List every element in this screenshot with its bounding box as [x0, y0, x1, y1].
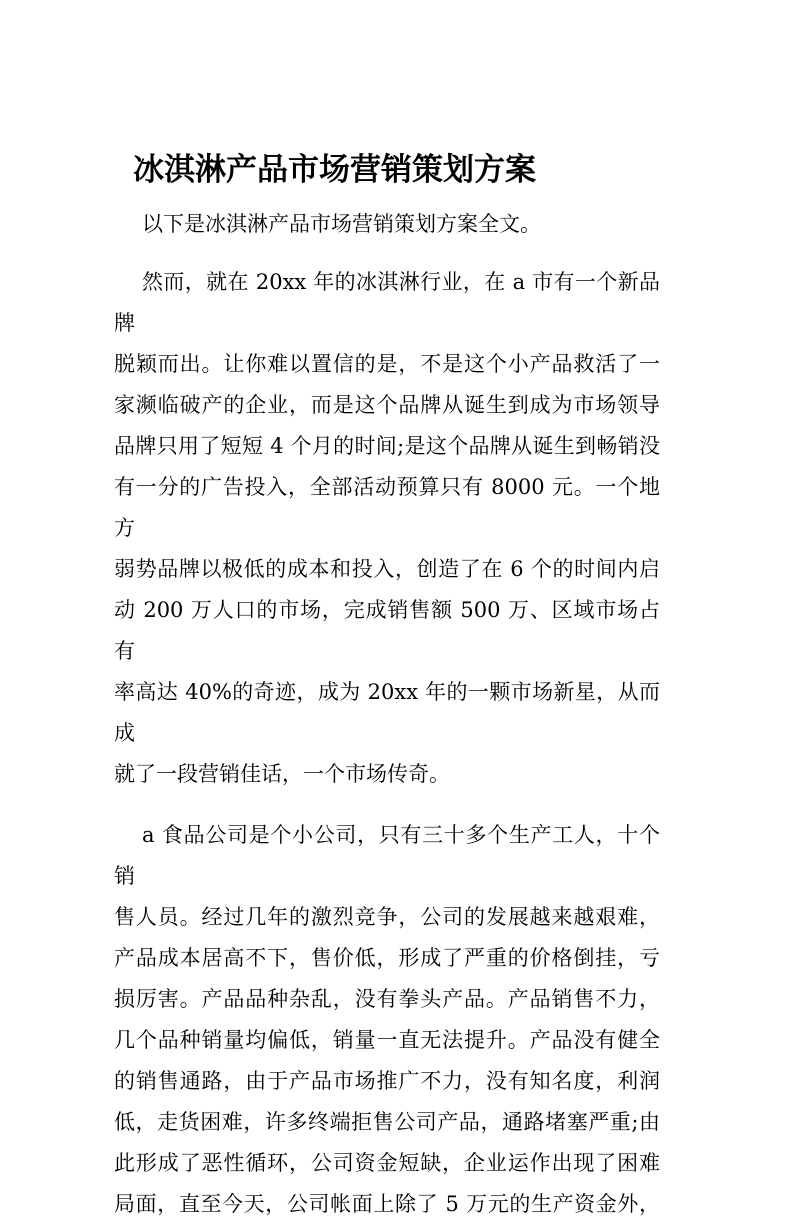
text-line: 局面，直至今天，公司帐面上除了 5 万元的生产资金外， — [114, 1192, 660, 1216]
text-line: 有一分的广告投入，全部活动预算只有 8000 元。一个地方 — [114, 475, 660, 540]
text-line: 售人员。经过几年的激烈竞争，公司的发展越来越艰难， — [114, 905, 660, 929]
document-title: 冰淇淋产品市场营销策划方案 — [133, 152, 536, 188]
text-line: 率高达 40%的奇迹，成为 20xx 年的一颗市场新星，从而成 — [114, 680, 660, 745]
text-line: 动 200 万人口的市场，完成销售额 500 万、区域市场占有 — [114, 598, 660, 663]
text-line: 的销售通路，由于产品市场推广不力，没有知名度，利润 — [114, 1069, 660, 1093]
text-line: 品牌只用了短短 4 个月的时间;是这个品牌从诞生到畅销没 — [114, 434, 660, 458]
text-line: 家濒临破产的企业，而是这个品牌从诞生到成为市场领导 — [114, 393, 660, 417]
text-line: 产品成本居高不下，售价低，形成了严重的价格倒挂，亏 — [114, 946, 660, 970]
paragraph-brand-story — [114, 262, 660, 795]
text-line: 脱颖而出。让你难以置信的是，不是这个小产品救活了一 — [114, 352, 660, 376]
text-line: a 食品公司是个小公司，只有三十多个生产工人，十个销 — [114, 823, 660, 888]
text-line: 然而，就在 20xx 年的冰淇淋行业，在 a 市有一个新品牌 — [114, 270, 660, 335]
text-line: 此形成了恶性循环，公司资金短缺，企业运作出现了困难 — [114, 1151, 660, 1175]
intro-line: 以下是冰淇淋产品市场营销策划方案全文。 — [142, 212, 541, 236]
text-line: 几个品种销量均偏低，销量一直无法提升。产品没有健全 — [114, 1028, 660, 1052]
paragraph-company-situation — [114, 815, 660, 1225]
text-line: 就了一段营销佳话，一个市场传奇。 — [114, 762, 450, 786]
document-content — [114, 148, 660, 1225]
text-line: 低，走货困难，许多终端拒售公司产品，通路堵塞严重;由 — [114, 1110, 660, 1134]
text-line: 损厉害。产品品种杂乱，没有拳头产品。产品销售不力， — [114, 987, 660, 1011]
text-line: 弱势品牌以极低的成本和投入，创造了在 6 个的时间内启 — [114, 557, 660, 581]
